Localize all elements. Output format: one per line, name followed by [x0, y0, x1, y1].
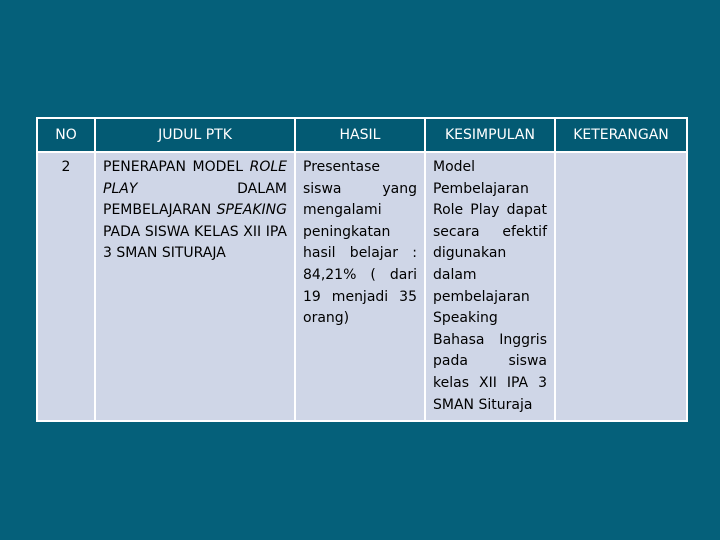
ptk-table: [36, 117, 688, 422]
judul-word: PEMBELAJARAN: [103, 202, 212, 219]
judul-word: MODEL: [192, 159, 244, 175]
header-judul-ptk: JUDUL PTK: [95, 118, 295, 152]
judul-word: DALAM: [237, 180, 287, 197]
header-keterangan: KETERANGAN: [555, 118, 687, 152]
cell-keterangan: [555, 152, 687, 421]
table-header-row: [37, 118, 687, 152]
cell-no: 2: [37, 152, 95, 421]
judul-word: PADA SISWA KELAS XII IPA 3 SMAN SITURAJA: [103, 223, 287, 262]
judul-italic-speaking: SPEAKING: [216, 202, 287, 219]
cell-judul-ptk: [95, 152, 295, 421]
table-row: [37, 152, 687, 421]
header-no: NO: [37, 118, 95, 152]
cell-kesimpulan: Model Pembelajaran Role Play dapat secara efektif digunakan dalam pembelajaran Speaking Bahasa Inggris pada siswa kelas XII IPA 3 SMAN Situraja: [425, 152, 555, 421]
judul-italic-role-play: ROLE PLAY: [103, 159, 288, 197]
cell-hasil: Presentase siswa yang mengalami peningkatan hasil belajar : 84,21% ( dari 19 menjadi 35 orang): [295, 152, 425, 421]
header-hasil: HASIL: [295, 118, 425, 152]
judul-word: PENERAPAN: [103, 159, 186, 175]
header-kesimpulan: KESIMPULAN: [425, 118, 555, 152]
